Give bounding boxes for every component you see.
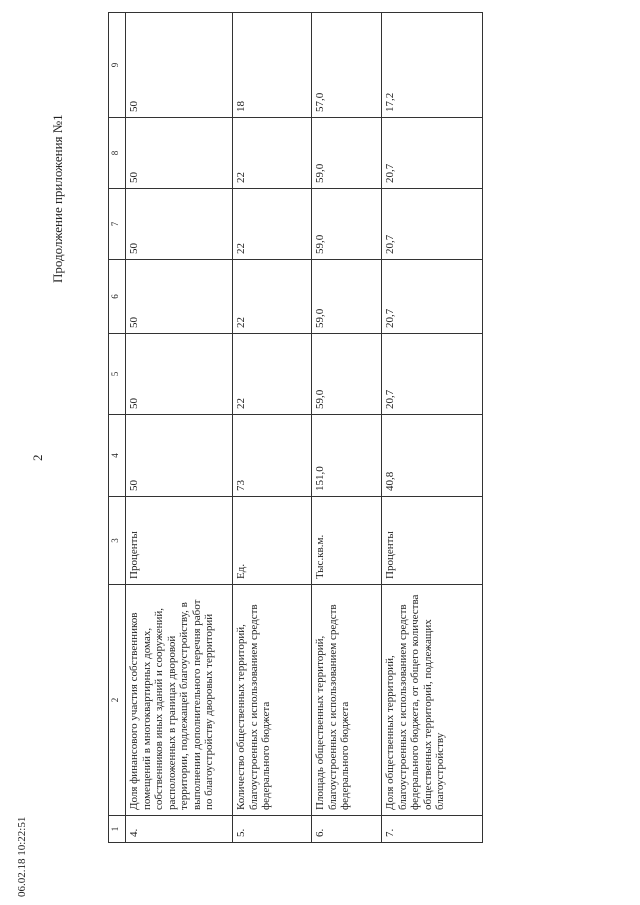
- value-cell: 50: [126, 118, 233, 189]
- value-cell: 22: [233, 334, 312, 415]
- value-cell: 151,0: [312, 415, 382, 497]
- value-cell: 20,7: [382, 118, 483, 189]
- print-timestamp: 06.02.18 10:22:51: [16, 816, 28, 897]
- value-cell: 20,7: [382, 334, 483, 415]
- row-number: 6.: [312, 816, 382, 843]
- table-row: [312, 13, 382, 843]
- table-row: [233, 13, 312, 843]
- value-cell: 50: [126, 189, 233, 260]
- value-cell: 73: [233, 415, 312, 497]
- row-number: 7.: [382, 816, 483, 843]
- row-number: 4.: [126, 816, 233, 843]
- value-cell: 20,7: [382, 260, 483, 334]
- indicator-name: Доля общественных территорий, благоустроенных с использованием средств федерального бюджета, от общего количества общественных территорий, подлежащих благоустройству: [382, 585, 483, 816]
- column-number-header-row: [109, 13, 126, 843]
- value-cell: 22: [233, 118, 312, 189]
- column-header: 2: [109, 585, 126, 816]
- unit-cell: Проценты: [126, 497, 233, 585]
- table-row: [382, 13, 483, 843]
- column-header: 7: [109, 189, 126, 260]
- column-header: 5: [109, 334, 126, 415]
- column-header: 3: [109, 497, 126, 585]
- table-row: [126, 13, 233, 843]
- column-header: 9: [109, 13, 126, 118]
- column-header: 4: [109, 415, 126, 497]
- value-cell: 40,8: [382, 415, 483, 497]
- value-cell: 50: [126, 13, 233, 118]
- value-cell: 50: [126, 415, 233, 497]
- value-cell: 22: [233, 260, 312, 334]
- appendix-continuation-heading: Продолжение приложения №1: [50, 114, 65, 283]
- unit-cell: Ед.: [233, 497, 312, 585]
- indicator-name: Площадь общественных территорий, благоустроенных с использованием средств федерального бюджета: [312, 585, 382, 816]
- value-cell: 59,0: [312, 118, 382, 189]
- row-number: 5.: [233, 816, 312, 843]
- value-cell: 17,2: [382, 13, 483, 118]
- value-cell: 59,0: [312, 334, 382, 415]
- column-header: 1: [109, 816, 126, 843]
- unit-cell: Тыс.кв.м.: [312, 497, 382, 585]
- value-cell: 59,0: [312, 189, 382, 260]
- unit-cell: Проценты: [382, 497, 483, 585]
- value-cell: 22: [233, 189, 312, 260]
- indicators-table: [108, 12, 483, 843]
- value-cell: 50: [126, 334, 233, 415]
- column-header: 6: [109, 260, 126, 334]
- value-cell: 59,0: [312, 260, 382, 334]
- value-cell: 50: [126, 260, 233, 334]
- value-cell: 57,0: [312, 13, 382, 118]
- page-number: 2: [30, 454, 45, 461]
- value-cell: 18: [233, 13, 312, 118]
- column-header: 8: [109, 118, 126, 189]
- indicator-name: Доля финансового участия собственников помещений в многоквартирных домах, собственников иных зданий и сооружений, расположенных в границах дворовой территории, подлежащей благоустройству, в выполнении дополнительного перечня работ по благоустройству дворовых территорий: [126, 585, 233, 816]
- indicator-name: Количество общественных территорий, благоустроенных с использованием средств федерального бюджета: [233, 585, 312, 816]
- value-cell: 20,7: [382, 189, 483, 260]
